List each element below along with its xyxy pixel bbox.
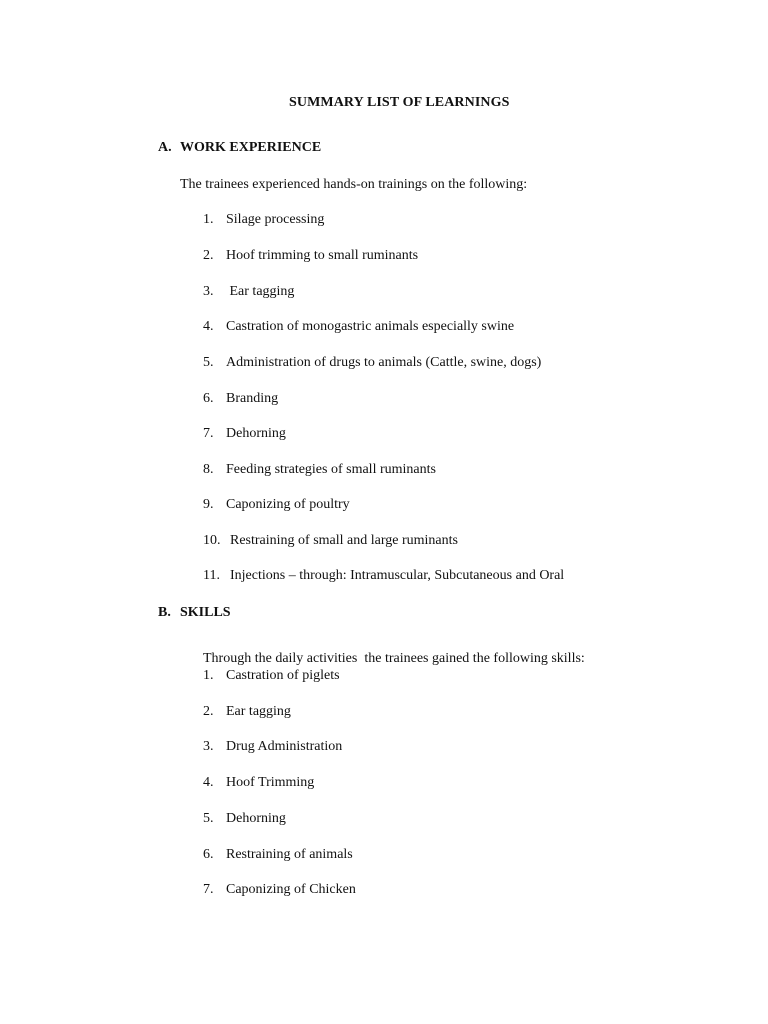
section-b-letter: B.: [158, 605, 171, 620]
list-item: [203, 284, 294, 300]
list-item: [203, 497, 350, 513]
list-item: [203, 533, 458, 549]
list-item-text: Branding: [226, 391, 279, 406]
list-item-text: Administration of drugs to animals (Cattle, swine, dogs): [226, 355, 542, 370]
list-item: [203, 739, 342, 755]
list-item: [203, 568, 564, 584]
list-item: [203, 775, 314, 791]
list-item: [203, 426, 286, 442]
list-item: [203, 319, 514, 335]
section-b-title: SKILLS: [180, 605, 231, 620]
list-item-number: 6.: [203, 847, 214, 862]
list-item-number: 10.: [203, 533, 221, 548]
list-item-text: Dehorning: [226, 811, 286, 826]
list-item-number: 4.: [203, 319, 214, 334]
list-item-number: 8.: [203, 462, 214, 477]
list-item-number: 11.: [203, 568, 220, 583]
list-item-number: 1.: [203, 668, 214, 683]
list-item: [203, 355, 541, 371]
list-item: [203, 212, 324, 228]
list-item-number: 5.: [203, 355, 214, 370]
list-item-text: Castration of monogastric animals especially swine: [226, 319, 515, 334]
list-item-number: 1.: [203, 212, 214, 227]
section-b-intro: Through the daily activities the trainees gained the following skills:: [203, 651, 585, 666]
list-item-text: Hoof Trimming: [226, 775, 315, 790]
section-a-heading: [158, 140, 321, 156]
list-item: [203, 462, 436, 478]
list-item: [203, 704, 291, 720]
list-item-text: Caponizing of poultry: [226, 497, 350, 512]
list-item-text: Feeding strategies of small ruminants: [226, 462, 436, 477]
section-a-intro: The trainees experienced hands-on trainings on the following:: [180, 177, 528, 192]
list-item-text: Dehorning: [226, 426, 286, 441]
list-item: [203, 847, 353, 863]
list-item: [203, 391, 278, 407]
list-item-number: 2.: [203, 704, 214, 719]
section-a-title: WORK EXPERIENCE: [180, 140, 322, 155]
list-item: [203, 668, 340, 684]
list-item-number: 5.: [203, 811, 214, 826]
list-item-text: Caponizing of Chicken: [226, 882, 356, 897]
list-item-text: Ear tagging: [226, 284, 295, 299]
list-item: [203, 248, 418, 264]
list-item-text: Ear tagging: [226, 704, 291, 719]
list-item-number: 6.: [203, 391, 214, 406]
list-item: [203, 811, 286, 827]
list-item-number: 3.: [203, 284, 214, 299]
list-item-text: Drug Administration: [226, 739, 343, 754]
section-a-letter: A.: [158, 140, 172, 155]
list-item-number: 3.: [203, 739, 214, 754]
list-item-text: Hoof trimming to small ruminants: [226, 248, 419, 263]
list-item-text: Restraining of small and large ruminants: [230, 533, 458, 548]
list-item-number: 7.: [203, 426, 214, 441]
list-item-number: 2.: [203, 248, 214, 263]
page-title: SUMMARY LIST OF LEARNINGS: [289, 95, 510, 110]
list-item-text: Castration of piglets: [226, 668, 340, 683]
list-item-text: Restraining of animals: [226, 847, 353, 862]
list-item: [203, 882, 356, 898]
list-item-text: Silage processing: [226, 212, 325, 227]
section-b-heading: [158, 605, 231, 621]
list-item-number: 7.: [203, 882, 214, 897]
list-item-number: 9.: [203, 497, 214, 512]
list-item-text: Injections – through: Intramuscular, Subcutaneous and Oral: [230, 568, 565, 583]
list-item-number: 4.: [203, 775, 214, 790]
